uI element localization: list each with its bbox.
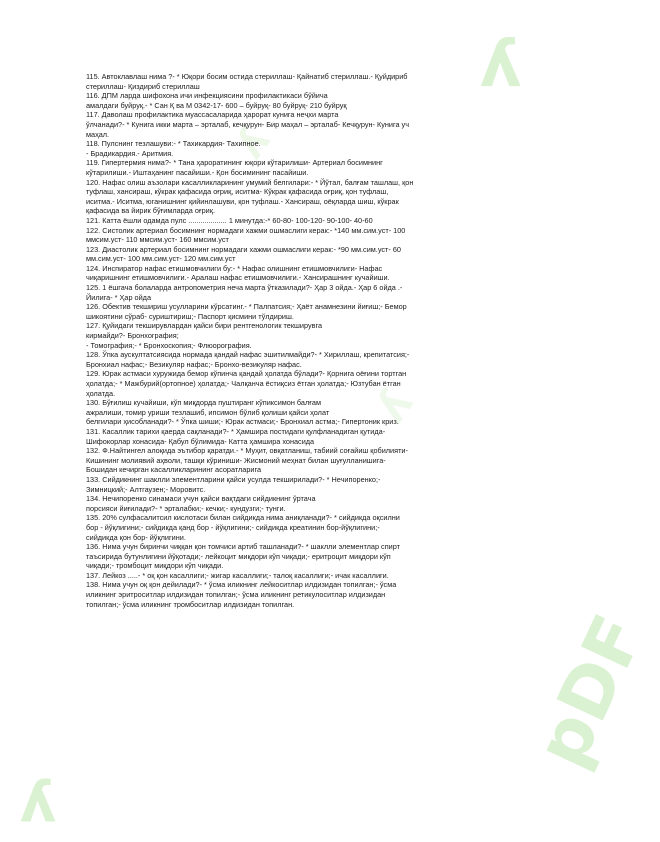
text-line: топилган;- ўсма иликнинг тромбоситлар илдизидан топилган. [86, 599, 295, 609]
text-line: порсияси йиғилади?- * эрталабки;- кечки;- кундузги;- тунги. [86, 503, 286, 513]
text-line: сийдикда қон бор- йўқлигини. [86, 532, 186, 542]
text-line: иситма.- Иситма, юганишнинг қийинлашуви, қон туфлаш.- Хансираш, оёқларда шиш, кўкрак [86, 196, 399, 206]
watermark-logo: pDF [519, 602, 660, 780]
text-line: Зимницкий;- Алтгаузен;- Моровитс. [86, 484, 206, 494]
text-line: 115. Автоклавлаш нима ?- * Юқори босим остида стериллаш- Қайнатиб стериллаш.- Қуйдириб [86, 72, 408, 81]
watermark-logo: ʎ [365, 379, 424, 432]
text-line: чиқаришнинг етишмовчилиги.- Аралаш нафас етишмовчилиги.- Хансирашнинг кучайиши. [86, 273, 390, 283]
text-line: 116. ДПМ ларда шифохона ичи инфекциясини профилактикаси бўйича [86, 91, 328, 101]
text-line: белгилари ҳисобланади?- * Ўпка шиши;- Юрак астмаси;- Бронхиал астма;- Гипертоник криз. [86, 417, 399, 427]
text-line: Кишининг молиявий аҳволи, ташқи кўриниши- Жисмоний меҳнат билан шуғулланишига- [86, 455, 386, 465]
text-line: 129. Юрак астмаси хуружида бемор кўпинча қандай ҳолатда бўлади?- Қорнига оёғини тортган [86, 369, 407, 379]
text-line: туфлаш, хансираш, кўкрак қафасида оғриқ, иситма- Кўкрак қафасида оғриқ, қон туфлаш, [86, 187, 389, 197]
text-line: 128. Ўпка аускултатсиясида нормада қандай нафас эшитилмайди?- * Хириллаш, крепитатсия;- [86, 350, 410, 360]
text-line: мм.сим.уст- 100 мм.сим.уст- 120 мм.сим.уст [86, 254, 236, 264]
text-line: ажралиши, томир уриши тезлашиб, ипсимон бўлиб қолиши қайси ҳолат [86, 407, 330, 417]
text-line: амалдаги буйруқ.- * Сан Қ ва М 0342-17- 600 – буйруқ- 80 буйруқ- 210 буйруқ [86, 100, 347, 110]
text-line: ўлчанади?- * Кунига икки марта – эрталаб, кечқурун- Бир маҳал – эрталаб- Кечқурун- Кунига уч [86, 119, 409, 129]
text-line: 117. Даволаш профилактика муассасаларида ҳарорат кунига неҷхи марта [86, 110, 339, 120]
text-line: шикоятини сўраб- суриштириш;- Паспорт қисмини тўлдириш. [86, 311, 294, 321]
text-line: 133. Сийдикнинг шаклли элементларини қайси усулда текширилади?- * Нечипоренко;- [86, 474, 381, 484]
text-line: кўтарилиши.- Иштаҳанинг пасайиши.- Қон босимининг пасайиши. [86, 167, 309, 177]
text-line: 120. Нафас олиш аъзолари касалликларининг умумий белгилари:- * Йўтал, балғам ташлаш, қон [86, 177, 414, 187]
text-line: 130. Бўғилиш кучайиши, кўп миқдорда пуштиранг кўпиксимон балғам [86, 398, 321, 408]
text-line: 134. Нечипоренко синамаси учун қайси вақтдаги сийдикнинг ўртача [86, 494, 316, 504]
text-line: иликнинг эритроситлар илдизидан топилган;- ўсма иликнинг ретикулоситлар илдизидан [86, 590, 386, 600]
text-line: 131. Касаллик тарихи қаерда сақланади?- * Ҳамшира постидаги қулфланадиган қутида- [86, 426, 386, 436]
text-line: 135. 20% сулфасалитсил кислотаси билан сийдикда нима аниқланади?- * сийдикда оқсилни [86, 513, 400, 523]
text-line: 122. Систолик артериал босимнинг нормадаги хажми ошмаслиги керак:- *140 мм.сим.уст- 100 [86, 225, 406, 235]
text-line: 126. Обектив текшириш усулларини кўрсатинг.- * Палпатсия;- Ҳаёт анамнезини йиғиш;- Бемор [86, 302, 407, 312]
text-line: 121. Катта ёшли одамда пулс ................... 1 минутда:-* 60-80- 100-120- 90-100- 40-60 [86, 215, 373, 225]
watermark-logo: ʎ [20, 770, 57, 835]
text-line: 127. Қуйидаги текширувлардан қайси бири рентгенологик текширувга [86, 321, 323, 331]
text-line: 132. Ф.Найтингел алоқида эътибор қаратди.- * Муҳит, овқатланиш, табиий соғайиш қобилияти- [86, 446, 408, 456]
text-line: 137. Лейкоз .....- * оқ қон касаллиги;- жигар касаллиги;- талоқ касаллиги;- ичак касаллиги. [86, 570, 389, 580]
text-line: чиқади;- тромбоцит миқдори кўп чиқади. [86, 561, 224, 571]
text-line: 125. 1 ёшгача болаларда антропометрия неча марта ўтказилади?- Ҳар 3 ойда.- Ҳар 6 ойда .- [86, 283, 403, 293]
watermark-logo: ʎ [480, 28, 522, 102]
text-line: ҳолатда. [86, 388, 116, 398]
text-line: Шифокорлар хонасида- Қабул бўлимида- Катта ҳамшира хонасида [86, 436, 315, 446]
document-body [86, 72, 526, 609]
text-line: 138. Нима учун оқ қон дейилади?- * ўсма иликнинг лейкоситлар илдизидан топилган;- ўсма [86, 580, 397, 590]
text-line: маҳал. [86, 129, 110, 139]
text-line: - Брадикардия.- Аритмия. [86, 148, 174, 158]
text-line: 118. Пулснинг тезлашуви:- * Тахикардия- Тахипноe. [86, 139, 261, 149]
text-line: 123. Диастолик артериал босимнинг нормадаги хажми ошмаслиги керак:- *90 мм.сим.уст- 60 [86, 244, 401, 254]
text-line: - Томография;- * Бронхоскопия;- Флюорография. [86, 340, 252, 350]
text-line: 119. Гипертермия нима?- * Тана ҳароратининг юқори кўтарилиши- Артериал босимнинг [86, 158, 383, 168]
watermark-logo: ʎ [226, 119, 280, 167]
text-line: таъсирида бутунлигини йўқотади;- лейкоцит миқдори кўп чиқади;- еритроцит миқдори кўп [86, 551, 391, 561]
text-line: 136. Нима учун биринчи чиққан қон томчиси артиб ташланади?- * шаклли элементлар спирт [86, 542, 400, 552]
text-line: қафасида ва йирик бўғимларда оғриқ. [86, 206, 215, 216]
text-line: ҳолатда;- * Мажбурий(ортопноe) ҳолатда;- Чалқанча ёстиқсиз ётган ҳолатда;- Юзтубан ётган [86, 379, 401, 388]
text-line: бор - йўқлигини;- сийдикда қанд бор - йўқлигини;- сийдикда креатинин бор-йўқлигини;- [86, 522, 380, 532]
text-line: кирмайди?- Бронхография; [86, 331, 179, 341]
text-line: Йилига- * Ҳар ойда [86, 292, 151, 302]
text-line: 124. Инспиратор нафас етишмовчилиги бу:- * Нафас олишнинг етишмовчилиги- Нафас [86, 263, 383, 273]
text-line: ммсим.уст- 110 ммсим.уст- 160 ммсим.уст [86, 235, 229, 245]
text-line: Бронхиал нафас;- Везикуляр нафас;- Бронхо-везикуляр нафас. [86, 359, 302, 369]
text-line: стериллаш- Қиздириб стериллаш [86, 81, 200, 91]
text-line: Бошидан кечирган касалликларининг асоратларига [86, 465, 262, 475]
